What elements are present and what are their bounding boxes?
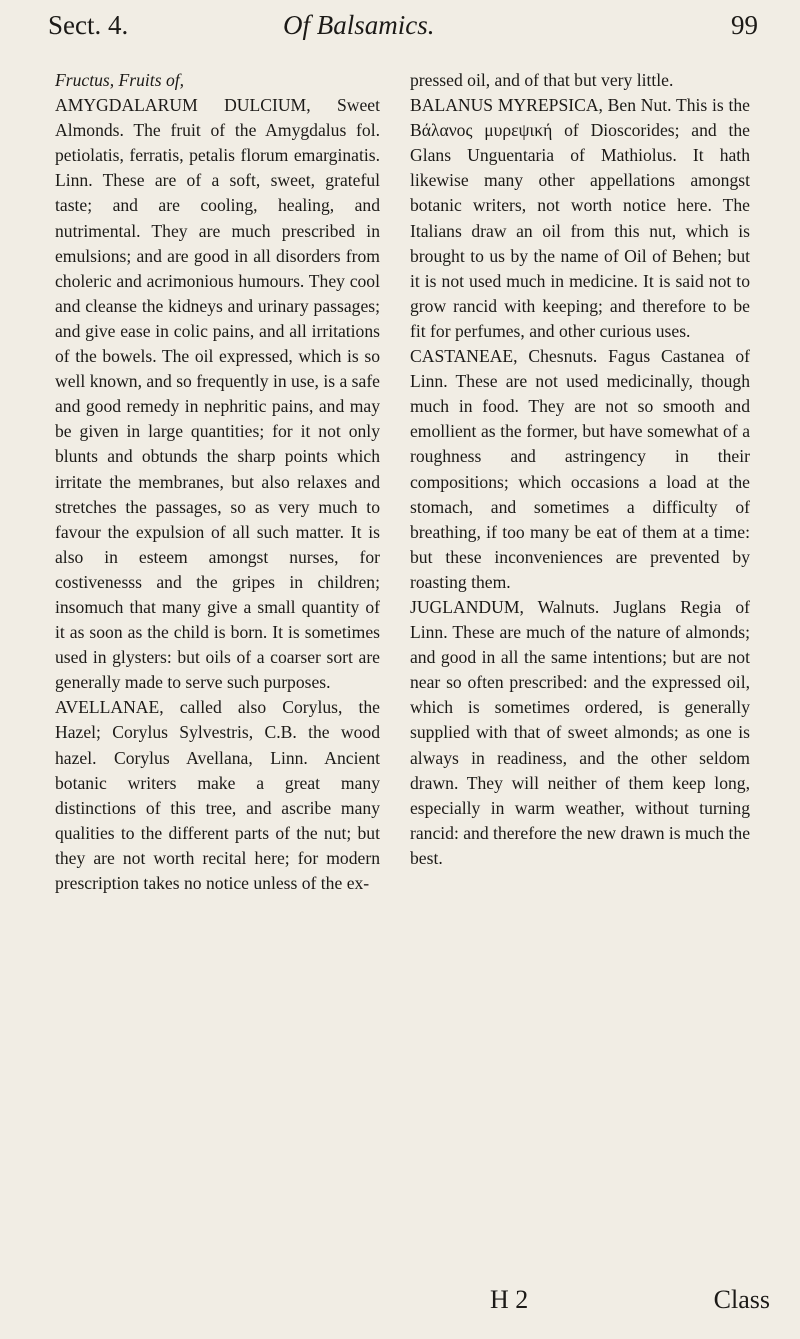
section-label: Sect. 4.	[48, 10, 129, 40]
entry-castaneae: CASTANEAE, Chesnuts. Fagus Castanea of Linn. These are not used medicinally, though much in food. They are not so smooth and emollient as the former, but have somewhat of a roughness and astringency in their compositions; which occasions a load at the stomach, and sometimes a difficulty of breathing, if too many be eat of them at a time: but these inconveniences are prevented by roasting them.	[410, 346, 750, 592]
running-header	[48, 10, 758, 54]
subheading: Fructus, Fruits of,	[55, 70, 185, 90]
signature-mark: H 2	[490, 1285, 529, 1314]
right-column	[410, 68, 750, 871]
left-column	[55, 68, 380, 896]
page-number: 99	[731, 10, 758, 40]
continued-text: pressed oil, and of that but very little.	[410, 70, 674, 90]
catchword: Class	[713, 1285, 770, 1314]
entry-avellanae: AVELLANAE, called also Corylus, the Hazel; Corylus Sylvestris, C.B. the wood hazel. Corylus Avellana, Linn. Ancient botanic writers make a great many distinctions of this tree, and ascribe many qualities to the different parts of the nut; but they are not worth recital here; for modern prescription takes no notice unless of the ex-	[55, 697, 380, 893]
running-title: Of Balsamics.	[283, 10, 435, 40]
entry-amygdalarum: AMYGDALARUM DULCIUM, Sweet Almonds. The fruit of the Amygdalus fol. petiolatis, ferratis, petalis florum emarginatis. Linn. These are of a soft, sweet, grateful taste; and are cooling, healing, and nutrimental. They are much prescribed in emulsions; and are good in all disorders from choleric and acrimonious humours. They cool and cleanse the kidneys and urinary passages; and give ease in colic pains, and all irritations of the bowels. The oil expressed, which is so well known, and so frequently in use, is a safe and good remedy in nephritic pains, and may be given in large quantities; for it not only blunts and obtunds the sharp points which irritate the membranes, but also relaxes and stretches the passages, so as very much to favour the expulsion of all such matter. It is also in esteem amongst nurses, for costivenesss and the gripes in children; insomuch that many give a small quantity of it as soon as the child is born. It is sometimes used in glysters: but oils of a coarser sort are generally made to serve such purposes.	[55, 95, 380, 693]
entry-balanus: BALANUS MYREPSICA, Ben Nut. This is the Βάλανος μυρεψική of Dioscorides; and the Glans Unguentaria of Mathiolus. It hath likewise many other appellations amongst botanic writers, not worth notice here. The Italians draw an oil from this nut, which is brought to us by the name of Oil of Behen; but it is not used much in medicine. It is said not to grow rancid with keeping; and therefore to be fit for perfumes, and other curious uses.	[410, 95, 750, 341]
entry-juglandum: JUGLANDUM, Walnuts. Juglans Regia of Linn. These are much of the nature of almonds; and good in all the same intentions; but are not near so often prescribed: and the expressed oil, which is sometimes ordered, is generally supplied with that of sweet almonds; as one is always in readiness, and the other seldom drawn. They will neither of them keep long, especially in warm weather, without turning rancid: and therefore the new drawn is much the best.	[410, 596, 751, 868]
